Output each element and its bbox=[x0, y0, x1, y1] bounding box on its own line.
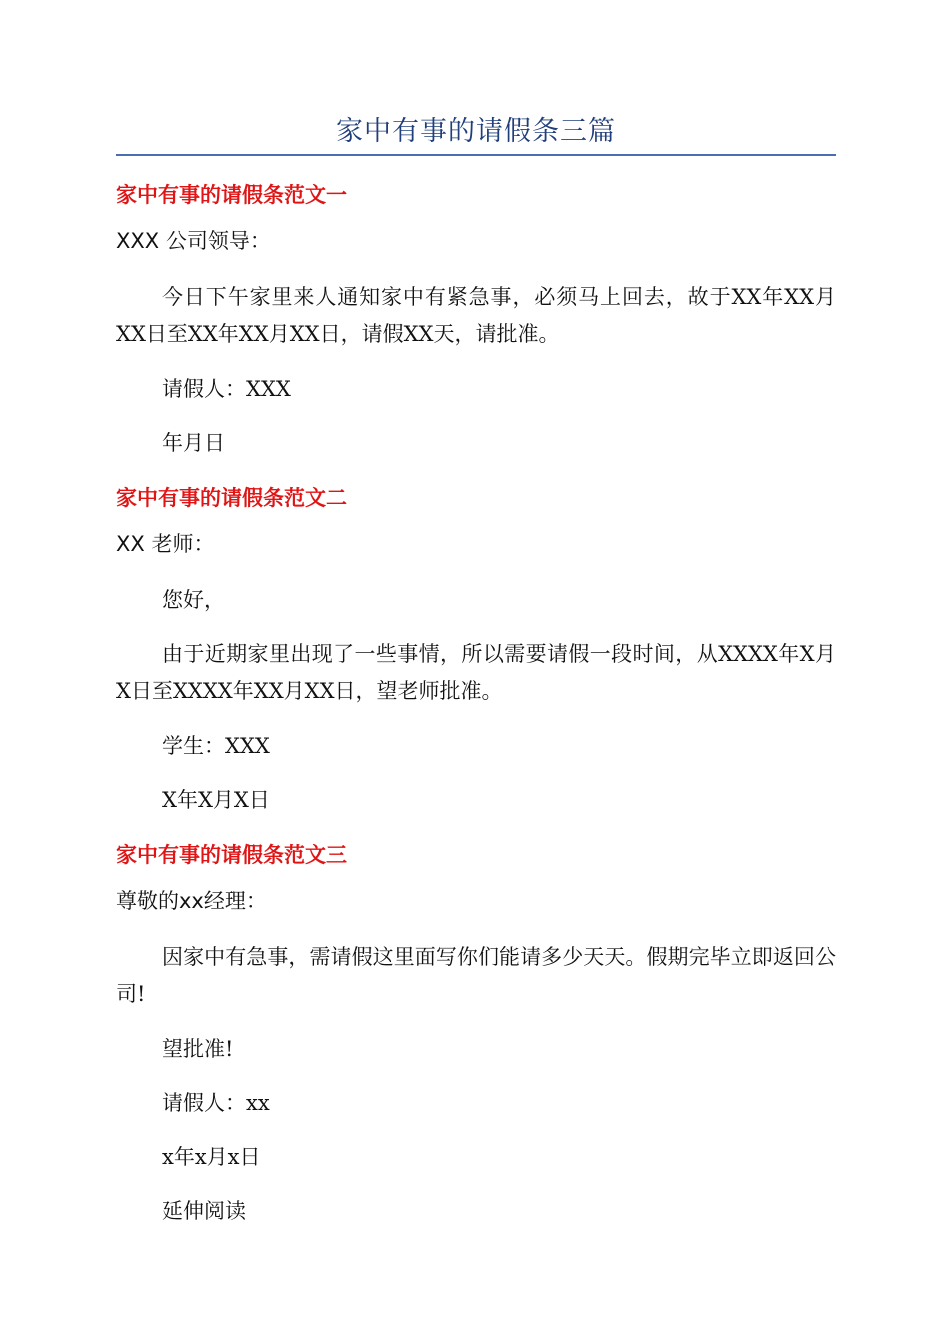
title-divider bbox=[116, 154, 836, 156]
section-2-body: 由于近期家里出现了一些事情，所以需要请假一段时间，从XXXX年X月X日至XXXX年XX月XX日，望老师批准。 bbox=[116, 642, 836, 703]
section-1-heading: 家中有事的请假条范文一 bbox=[116, 183, 347, 207]
section-2-signature: 学生：XXX bbox=[162, 734, 270, 758]
section-1-body: 今日下午家里来人通知家中有紧急事，必须马上回去，故于XX年XX月XX日至XX年XX月XX日，请假XX天，请批准。 bbox=[116, 285, 836, 346]
section-3-date: x年x月x日 bbox=[162, 1145, 261, 1169]
section-1-salutation bbox=[116, 226, 271, 256]
section-1-signature: 请假人：XXX bbox=[162, 377, 291, 401]
section-3-signature: 请假人：xx bbox=[162, 1091, 270, 1115]
salutation-text: 公司领导： bbox=[165, 229, 271, 253]
salutation-code: XXX bbox=[116, 229, 160, 253]
salutation-code: XX bbox=[116, 532, 145, 556]
document-title: 家中有事的请假条三篇 bbox=[336, 116, 616, 147]
salutation-text: 经理： bbox=[203, 889, 267, 913]
section-2-date: X年X月X日 bbox=[162, 788, 270, 812]
section-2-heading: 家中有事的请假条范文二 bbox=[116, 486, 347, 510]
section-2-greeting: 您好， bbox=[162, 588, 225, 612]
section-1-date: 年月日 bbox=[162, 431, 225, 455]
section-3-body: 因家中有急事，需请假这里面写你们能请多少天天。假期完毕立即返回公司! bbox=[116, 945, 836, 1006]
salutation-prefix: 尊敬的 bbox=[116, 889, 179, 913]
section-3-approval: 望批准! bbox=[162, 1037, 234, 1061]
section-3-salutation bbox=[116, 886, 267, 916]
extended-reading-label: 延伸阅读 bbox=[162, 1199, 246, 1223]
section-2-salutation bbox=[116, 529, 214, 559]
section-3-heading: 家中有事的请假条范文三 bbox=[116, 843, 347, 867]
salutation-code: xx bbox=[179, 889, 204, 913]
salutation-text: 老师： bbox=[151, 532, 215, 556]
